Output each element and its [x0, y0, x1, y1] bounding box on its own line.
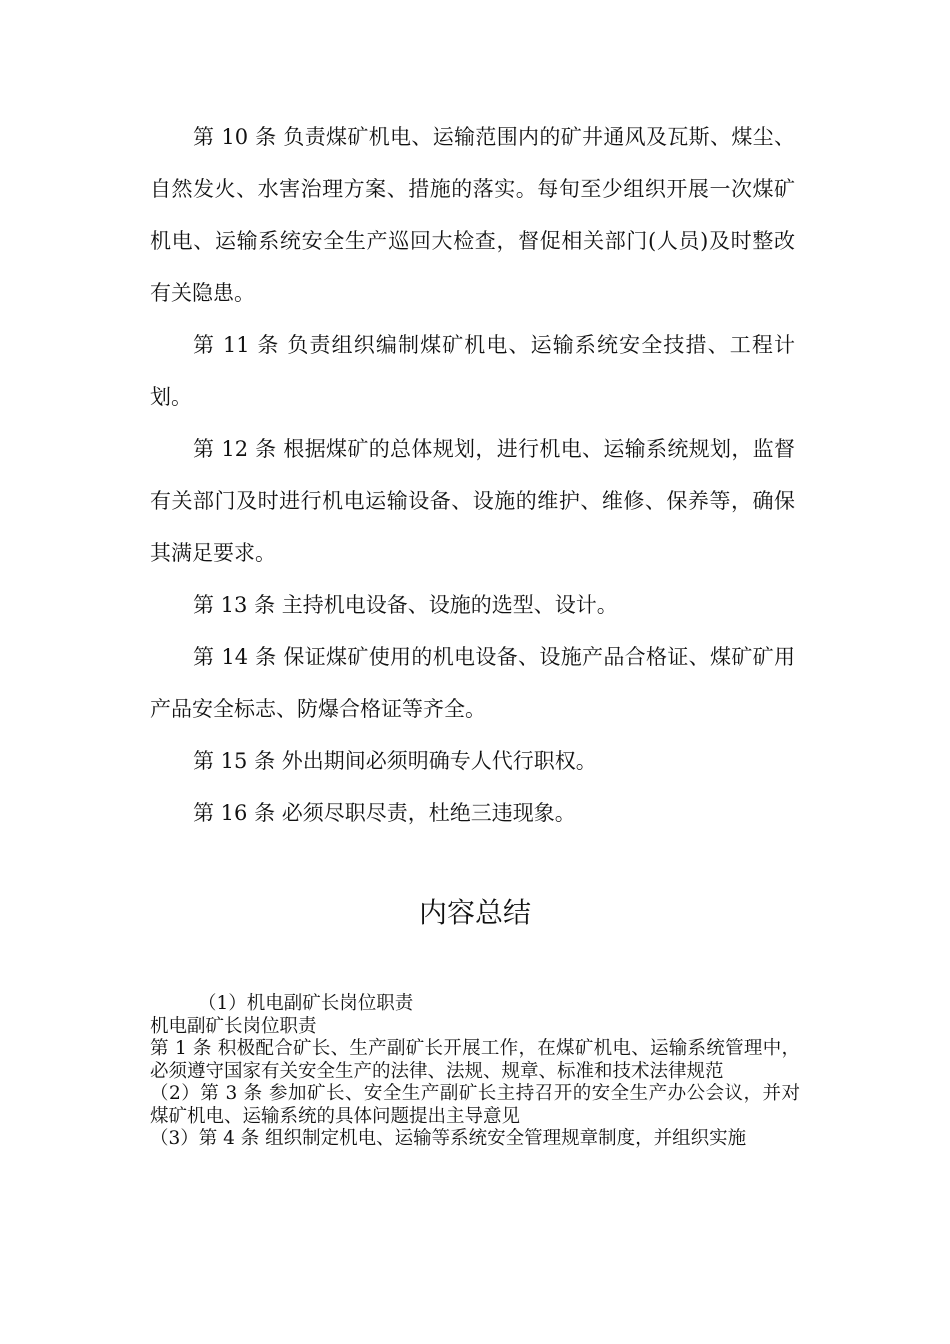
article-10: 第 10 条 负责煤矿机电、运输范围内的矿井通风及瓦斯、煤尘、自然发火、水害治理方案、措施的落实。每旬至少组织开展一次煤矿机电、运输系统安全生产巡回大检查，督促相关部门(人员)及时整改有关隐患。 [150, 125, 795, 305]
summary-title: 内容总结 [418, 896, 531, 929]
article-16: 第 16 条 必须尽职尽责，杜绝三违现象。 [193, 801, 576, 825]
article-11: 第 11 条 负责组织编制煤矿机电、运输系统安全技措、工程计划。 [150, 333, 795, 409]
summary-section [150, 993, 800, 1151]
summary-line: 第 1 条 积极配合矿长、生产副矿长开展工作，在煤矿机电、运输系统管理中，必须遵守国家有关安全生产的法律、法规、规章、标准和技术法律规范 [150, 1038, 800, 1082]
summary-line: （2）第 3 条 参加矿长、安全生产副矿长主持召开的安全生产办公会议，并对煤矿机电、运输系统的具体问题提出主导意见 [150, 1083, 800, 1127]
summary-line: （1）机电副矿长岗位职责 [198, 993, 414, 1014]
article-15: 第 15 条 外出期间必须明确专人代行职权。 [193, 749, 597, 773]
summary-line: （3）第 4 条 组织制定机电、运输等系统安全管理规章制度，并组织实施 [150, 1128, 747, 1149]
summary-line: 机电副矿长岗位职责 [150, 1015, 317, 1037]
article-13: 第 13 条 主持机电设备、设施的选型、设计。 [193, 593, 618, 617]
article-14: 第 14 条 保证煤矿使用的机电设备、设施产品合格证、煤矿矿用产品安全标志、防爆合格证等齐全。 [150, 645, 795, 721]
article-12: 第 12 条 根据煤矿的总体规划，进行机电、运输系统规划，监督有关部门及时进行机电运输设备、设施的维护、维修、保养等，确保其满足要求。 [150, 437, 795, 565]
